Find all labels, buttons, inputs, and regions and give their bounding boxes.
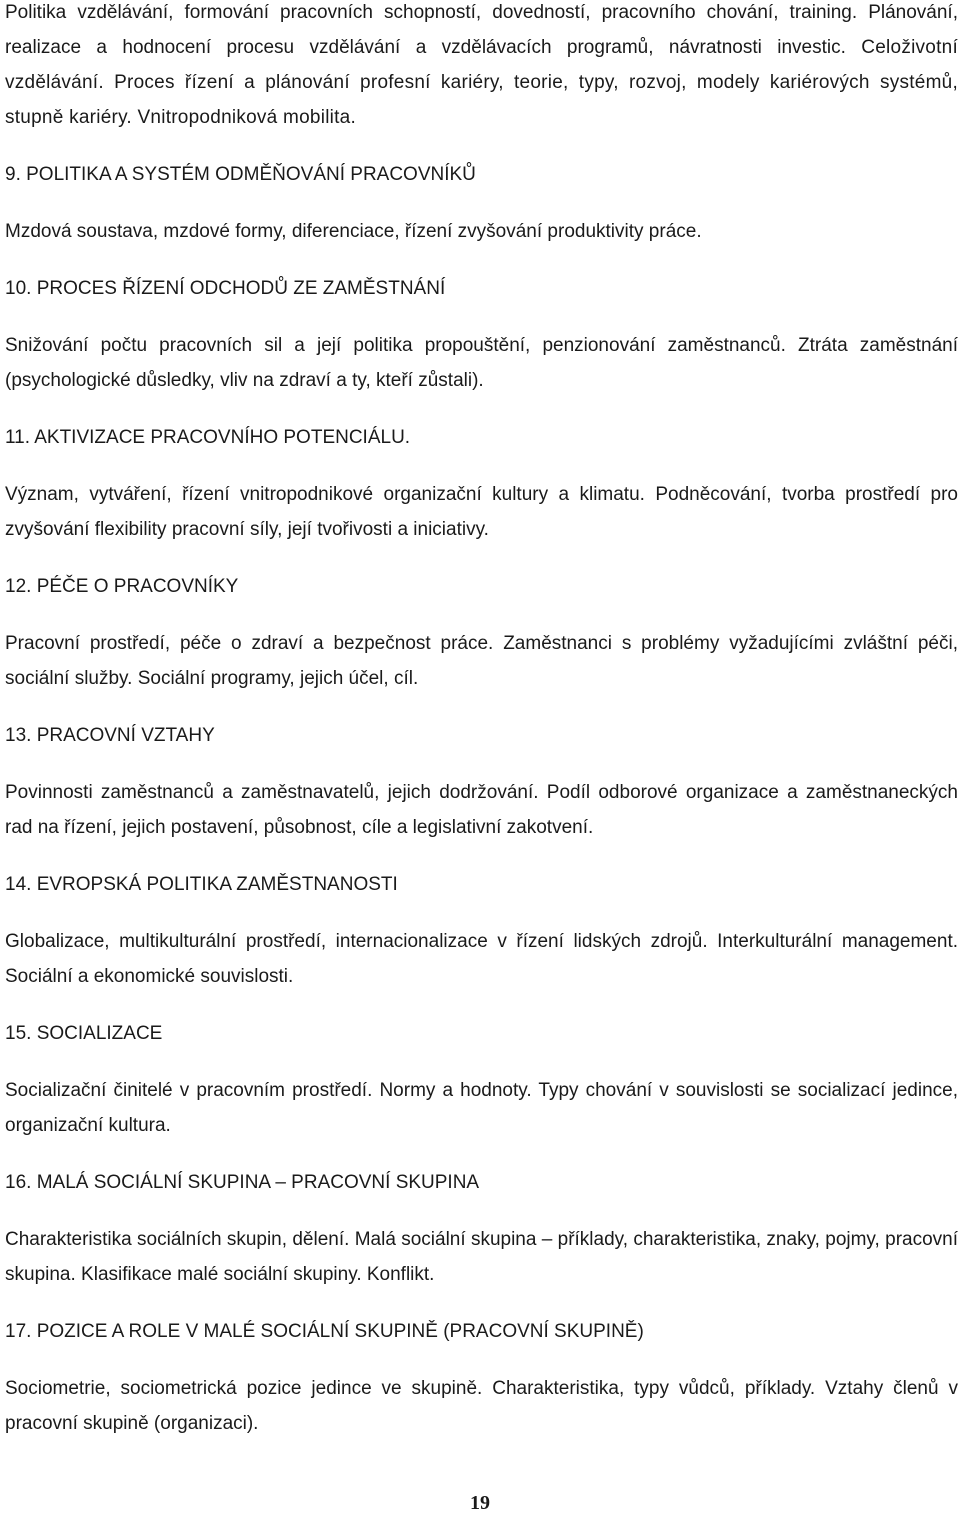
intro-text-part1: Politika vzdělávání, formování pracovních schopností, dovedností, pracovního chování, training. Plánování, realizace a hodnocení procesu vzdělávání a vzdělávacích programů, návratnosti investic. xyxy=(5,2,958,58)
section-15 xyxy=(5,1016,958,1143)
section-heading: 17. POZICE A ROLE V MALÉ SOCIÁLNÍ SKUPINĚ (PRACOVNÍ SKUPINĚ) xyxy=(5,1321,644,1342)
section-14 xyxy=(5,867,958,994)
section-heading: 11. AKTIVIZACE PRACOVNÍHO POTENCIÁLU. xyxy=(5,427,411,448)
section-body: Charakteristika sociálních skupin, dělení. Malá sociální skupina – příklady, charakteristika, znaky, pojmy, pracovní skupina. Klasifikace malé sociální skupiny. Konflikt. xyxy=(5,1229,958,1285)
section-10 xyxy=(5,271,958,398)
section-17 xyxy=(5,1314,958,1441)
section-body: Význam, vytváření, řízení vnitropodnikové organizační kultury a klimatu. Podněcování, tvorba prostředí pro zvyšování flexibility pracovní síly, její tvořivosti a iniciativy. xyxy=(5,484,958,540)
section-9 xyxy=(5,157,958,249)
section-body: Snižování počtu pracovních sil a její politika propouštění, penzionování zaměstnanců. Ztráta zaměstnání (psychologické důsledky, vliv na zdraví a ty, kteří zůstali). xyxy=(5,335,958,391)
intro-paragraph xyxy=(5,0,958,135)
section-heading: 16. MALÁ SOCIÁLNÍ SKUPINA – PRACOVNÍ SKUPINA xyxy=(5,1172,480,1193)
section-13 xyxy=(5,718,958,845)
section-body: Globalizace, multikulturální prostředí, internacionalizace v řízení lidských zdrojů. Interkulturální management. Sociální a ekonomické souvislosti. xyxy=(5,931,958,987)
section-body: Sociometrie, sociometrická pozice jedince ve skupině. Charakteristika, typy vůdců, příklady. Vztahy členů v pracovní skupině (organizaci). xyxy=(5,1378,958,1434)
section-body: Povinnosti zaměstnanců a zaměstnavatelů, jejich dodržování. Podíl odborové organizace a zaměstnaneckých rad na řízení, jejich postavení, působnost, cíle a legislativní zakotvení. xyxy=(5,782,958,838)
section-body: Pracovní prostředí, péče o zdraví a bezpečnost práce. Zaměstnanci s problémy vyžadujícími zvláštní péči, sociální služby. Sociální programy, jejich účel, cíl. xyxy=(5,633,958,689)
page-number: 19 xyxy=(470,1492,490,1514)
section-heading: 15. SOCIALIZACE xyxy=(5,1023,163,1044)
section-body: Mzdová soustava, mzdové formy, diferenciace, řízení zvyšování produktivity práce. xyxy=(5,221,702,242)
section-heading: 13. PRACOVNÍ VZTAHY xyxy=(5,725,215,746)
section-heading: 10. PROCES ŘÍZENÍ ODCHODŮ ZE ZAMĚSTNÁNÍ xyxy=(5,278,446,299)
section-12 xyxy=(5,569,958,696)
intro-text-part2: Celoživotní vzdělávání. Proces řízení a plánování profesní kariéry, teorie, typy, rozvoj, modely kariérových systémů, stupně kariéry. Vnitropodniková mobilita. xyxy=(5,37,958,128)
section-heading: 9. POLITIKA A SYSTÉM ODMĚŇOVÁNÍ PRACOVNÍKŮ xyxy=(5,164,476,185)
document-page xyxy=(5,0,958,1441)
section-11 xyxy=(5,420,958,547)
section-heading: 14. EVROPSKÁ POLITIKA ZAMĚSTNANOSTI xyxy=(5,874,398,895)
section-16 xyxy=(5,1165,958,1292)
section-heading: 12. PÉČE O PRACOVNÍKY xyxy=(5,576,239,597)
section-body: Socializační činitelé v pracovním prostředí. Normy a hodnoty. Typy chování v souvislosti se socializací jedince, organizační kultura. xyxy=(5,1080,958,1136)
